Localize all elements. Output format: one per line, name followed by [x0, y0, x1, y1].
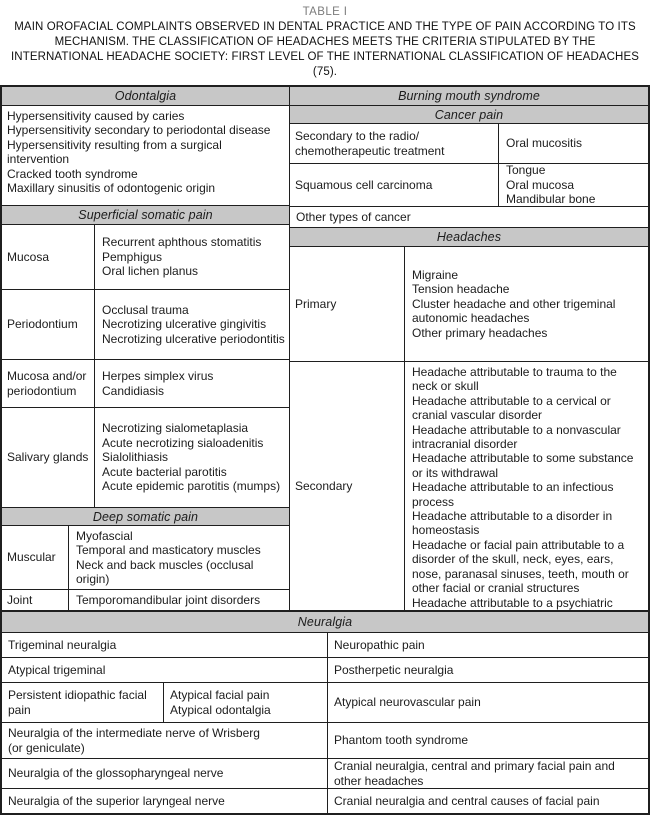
cell-muscular-items: Myofascial Temporal and masticatory muscles Neck and back muscles (occlusal origin)	[76, 528, 261, 586]
cell-wrisberg-neuralgia: Neuralgia of the intermediate nerve of Wrisberg (or geniculate)	[2, 723, 328, 758]
cell-trigeminal-neuralgia: Trigeminal neuralgia	[2, 633, 328, 657]
cell-atypical-trigeminal: Atypical trigeminal	[2, 658, 328, 682]
cell-atypical-facial-pain-odontalgia: Atypical facial pain Atypical odontalgia	[164, 683, 328, 722]
cell-secondary-label: Secondary	[290, 362, 405, 610]
cell-superior-laryngeal-neuralgia: Neuralgia of the superior laryngeal nerve	[2, 789, 328, 813]
table-row-secondary-headaches	[290, 362, 648, 610]
section-header-neuralgia-row	[2, 612, 648, 633]
cell-cranial-neuralgia-central-causes: Cranial neuralgia and central causes of facial pain	[334, 793, 600, 808]
table-row-atypical-trigeminal	[2, 658, 648, 683]
cell-periodontium-label: Periodontium	[2, 290, 95, 359]
table-top-section	[0, 85, 650, 612]
table-row-trigeminal	[2, 633, 648, 658]
cell-radio-chemo-items: Oral mucositis	[506, 136, 583, 151]
table-number-label: TABLE I	[302, 6, 348, 18]
cell-salivary-glands-label: Salivary glands	[2, 408, 95, 507]
section-header-odontalgia: Odontalgia	[2, 87, 289, 106]
table-caption-text: MAIN OROFACIAL COMPLAINTS OBSERVED IN DENTAL PRACTICE AND THE TYPE OF PAIN ACCORDING TO ITS MECHANISM. THE CLASSIFICATION OF HEADACHES MEETS THE CRITERIA STIPULATED BY THE INTERNATIONAL HEADACHE SOCIETY: FIRST LEVEL OF THE INTERNATIONAL CLASSIFICATION OF HEADACHES (75).	[11, 21, 639, 78]
section-header-headaches: Headaches	[290, 228, 648, 247]
table-row-mucosa-periodontium	[2, 360, 289, 408]
right-column	[290, 87, 648, 610]
table-caption-block	[0, 0, 650, 85]
cell-neuropathic-pain: Neuropathic pain	[334, 637, 425, 652]
section-header-burning-mouth-syndrome: Burning mouth syndrome	[290, 87, 648, 106]
cell-mucosa-label: Mucosa	[2, 225, 95, 289]
table-row-joint	[2, 590, 289, 610]
cell-postherpetic-neuralgia: Postherpetic neuralgia	[334, 662, 454, 677]
table-row-periodontium	[2, 290, 289, 360]
cell-periodontium-items: Occlusal trauma Necrotizing ulcerative gingivitis Necrotizing ulcerative periodontitis	[102, 302, 285, 346]
table-row-superior-laryngeal	[2, 789, 648, 813]
cell-odontalgia-items: Hypersensitivity caused by caries Hypersensitivity secondary to periodontal disease Hypersensitivity resulting from a surgical intervention Cracked tooth syndrome Maxillary sinusitis of odontogenic origin	[2, 106, 289, 206]
section-header-neuralgia: Neuralgia	[2, 612, 648, 632]
section-header-deep-somatic-pain: Deep somatic pain	[2, 508, 289, 526]
cell-secondary-items: Headache attributable to trauma to the neck or skull Headache attributable to a cervical or cranial vascular disorder Headache attributable to a nonvascular intracranial disorder Headache attributable to some substance or its withdrawal Headache attributable to an infectious process Headache attributable to a disorder in homeostasis Headache or facial pain attributable to a disorder of the skull, neck, eyes, ears, nose, paranasal sinuses, teeth, mouth or other facial or cranial structures Headache attributable to a psychiatric	[412, 365, 634, 610]
table-row-muscular	[2, 526, 289, 590]
cell-muscular-label: Muscular	[2, 526, 69, 589]
cell-salivary-glands-items: Necrotizing sialometaplasia Acute necrotizing sialoadenitis Sialolithiasis Acute bacterial parotitis Acute epidemic parotitis (mumps)	[102, 421, 281, 494]
cell-primary-items: Migraine Tension headache Cluster headache and other trigeminal autonomic headaches Other primary headaches	[412, 267, 616, 340]
cell-mucosa-items: Recurrent aphthous stomatitis Pemphigus Oral lichen planus	[102, 235, 262, 279]
table-row-salivary-glands	[2, 408, 289, 508]
table-row-primary-headaches	[290, 247, 648, 362]
cell-primary-label: Primary	[290, 247, 405, 361]
cell-squamous-label: Squamous cell carcinoma	[290, 164, 499, 206]
section-header-cancer-pain: Cancer pain	[290, 106, 648, 124]
cell-phantom-tooth-syndrome: Phantom tooth syndrome	[334, 733, 469, 748]
cell-glossopharyngeal-neuralgia: Neuralgia of the glossopharyngeal nerve	[2, 759, 328, 788]
cell-joint-items: Temporomandibular joint disorders	[76, 592, 261, 607]
cell-joint-label: Joint	[2, 590, 69, 610]
table-row-glossopharyngeal	[2, 759, 648, 789]
cell-persistent-idiopathic-facial-pain: Persistent idiopathic facial pain	[2, 683, 164, 722]
cell-other-types-of-cancer: Other types of cancer	[290, 207, 648, 228]
cell-mucosa-periodontium-label: Mucosa and/or periodontium	[2, 360, 95, 407]
neuralgia-section	[0, 612, 650, 815]
cell-radio-chemo-label: Secondary to the radio/ chemotherapeutic treatment	[290, 124, 499, 163]
section-header-superficial-somatic-pain: Superficial somatic pain	[2, 206, 289, 225]
cell-squamous-items: Tongue Oral mucosa Mandibular bone	[506, 163, 596, 207]
cell-cranial-neuralgia-primary-facial-pain: Cranial neuralgia, central and primary facial pain and other headaches	[334, 759, 615, 788]
table-row-mucosa	[2, 225, 289, 290]
table-row-radio-chemo	[290, 124, 648, 164]
cell-mucosa-periodontium-items: Herpes simplex virus Candidiasis	[102, 369, 214, 398]
cell-atypical-neurovascular-pain: Atypical neurovascular pain	[334, 695, 481, 710]
table-row-wrisberg	[2, 723, 648, 759]
left-column	[2, 87, 290, 610]
table-row-persistent-idiopathic	[2, 683, 648, 723]
table-row-squamous-cell-carcinoma	[290, 164, 648, 207]
